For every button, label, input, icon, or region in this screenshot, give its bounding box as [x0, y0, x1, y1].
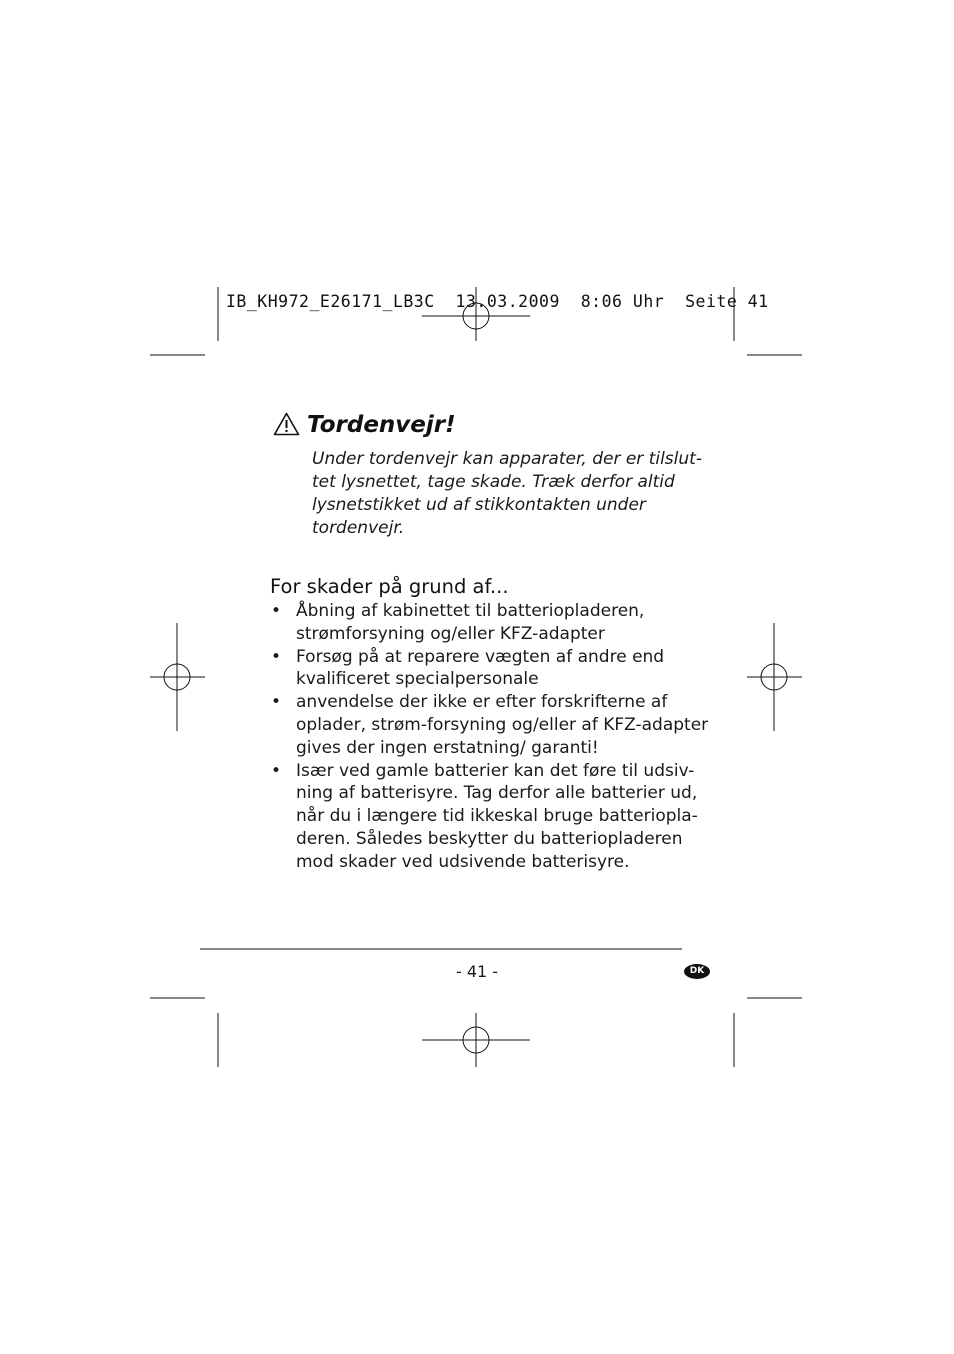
bullet-icon: •	[271, 760, 282, 781]
page-number: - 41 -	[456, 962, 499, 981]
warning-line: lysnetstikket ud af stikkontakten under	[312, 495, 646, 515]
list-item-line: oplader, strøm-forsyning og/eller af KFZ-adapter	[296, 714, 709, 735]
list-item-line: deren. Således beskytter du batteriopladeren	[296, 828, 683, 849]
list-item	[270, 600, 690, 646]
list-item-line: Åbning af kabinettet til batteriopladeren,	[296, 601, 645, 621]
list-item	[270, 646, 690, 692]
section-title: For skader på grund af...	[270, 575, 509, 598]
list-item-line: gives der ingen erstatning/ garanti!	[296, 737, 599, 758]
print-slug: IB_KH972_E26171_LB3C 13.03.2009 8:06 Uhr Seite 41	[226, 292, 769, 311]
warning-line: tordenvejr.	[312, 518, 405, 538]
bullet-icon: •	[271, 601, 282, 621]
warning-line: Under tordenvejr kan apparater, der er tilslut-	[312, 449, 702, 469]
damage-list	[270, 600, 709, 874]
warning-text	[312, 448, 702, 540]
list-item-line: ning af batterisyre. Tag derfor alle batterier ud,	[296, 783, 698, 804]
warning-line: tet lysnettet, tage skade. Træk derfor altid	[312, 472, 675, 492]
list-item	[270, 760, 698, 874]
bullet-icon: •	[271, 692, 282, 713]
warning-title: Tordenvejr!	[307, 412, 456, 438]
list-item	[270, 691, 709, 759]
list-item-line: kvalificeret specialpersonale	[296, 669, 539, 690]
list-item-line: Forsøg på at reparere vægten af andre end	[296, 646, 665, 667]
list-item-line: når du i længere tid ikkeskal bruge batteriopla-	[296, 806, 698, 827]
country-badge: DK	[684, 964, 710, 979]
list-item-line: mod skader ved udsivende batterisyre.	[296, 851, 630, 872]
bullet-icon: •	[271, 646, 282, 667]
list-item-line: Især ved gamle batterier kan det føre til udsiv-	[296, 760, 695, 781]
warning-triangle-icon	[273, 412, 300, 436]
list-item-line: strømforsyning og/eller KFZ-adapter	[296, 623, 605, 644]
list-item-line: anvendelse der ikke er efter forskrifterne af	[296, 692, 668, 713]
